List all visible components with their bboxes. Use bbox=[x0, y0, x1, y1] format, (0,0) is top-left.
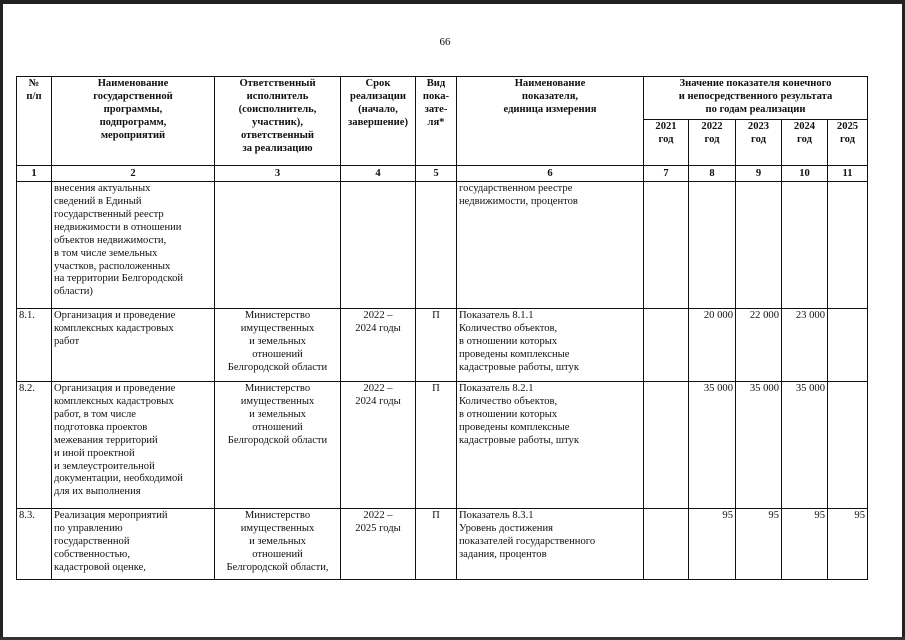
row-value bbox=[782, 182, 828, 309]
row-value bbox=[689, 182, 736, 309]
row-name: внесения актуальных сведений в Единый государственный реестр недвижимости в отношении объектов недвижимости, в том числе земельных участков, расположенных на территории Белгородской области) bbox=[52, 182, 215, 309]
table-row bbox=[17, 382, 868, 509]
row-name: Организация и проведение комплексных кадастровых работ bbox=[52, 309, 215, 382]
header-term: Срок реализации (начало, завершение) bbox=[341, 77, 416, 166]
row-responsible bbox=[215, 182, 341, 309]
row-value: 95 bbox=[736, 509, 782, 580]
row-type: П bbox=[416, 382, 457, 509]
column-number: 5 bbox=[416, 166, 457, 182]
header-year-2022: 2022 год bbox=[689, 120, 736, 166]
row-number bbox=[17, 182, 52, 309]
header-year-2021: 2021 год bbox=[644, 120, 689, 166]
header-row bbox=[17, 77, 868, 120]
column-number: 4 bbox=[341, 166, 416, 182]
row-indicator: Показатель 8.2.1 Количество объектов, в отношении которых проведены комплексные кадастровые работы, штук bbox=[457, 382, 644, 509]
column-number: 1 bbox=[17, 166, 52, 182]
column-numbers-row bbox=[17, 166, 868, 182]
row-number: 8.2. bbox=[17, 382, 52, 509]
row-responsible: Министерство имущественных и земельных отношений Белгородской области bbox=[215, 382, 341, 509]
column-number: 2 bbox=[52, 166, 215, 182]
row-term bbox=[341, 182, 416, 309]
column-number: 6 bbox=[457, 166, 644, 182]
header-no: № п/п bbox=[17, 77, 52, 166]
indicators-table bbox=[16, 76, 868, 580]
scan-border-left bbox=[0, 0, 3, 640]
header-year-2023: 2023 год bbox=[736, 120, 782, 166]
row-indicator: Показатель 8.3.1 Уровень достижения показателей государственного задания, процентов bbox=[457, 509, 644, 580]
row-value: 95 bbox=[689, 509, 736, 580]
table-body bbox=[17, 182, 868, 580]
header-values-group: Значение показателя конечного и непосредственного результата по годам реализации bbox=[644, 77, 868, 120]
row-type bbox=[416, 182, 457, 309]
row-indicator: Показатель 8.1.1 Количество объектов, в отношении которых проведены комплексные кадастровые работы, штук bbox=[457, 309, 644, 382]
row-value bbox=[828, 382, 868, 509]
row-number: 8.1. bbox=[17, 309, 52, 382]
table-row bbox=[17, 309, 868, 382]
row-value bbox=[736, 182, 782, 309]
column-number: 8 bbox=[689, 166, 736, 182]
header-indicator: Наименование показателя, единица измерения bbox=[457, 77, 644, 166]
row-value: 35 000 bbox=[782, 382, 828, 509]
row-responsible: Министерство имущественных и земельных отношений Белгородской области bbox=[215, 309, 341, 382]
column-number: 10 bbox=[782, 166, 828, 182]
header-year-2024: 2024 год bbox=[782, 120, 828, 166]
row-value: 95 bbox=[828, 509, 868, 580]
row-value: 22 000 bbox=[736, 309, 782, 382]
table-row bbox=[17, 509, 868, 580]
header-year-2025: 2025 год bbox=[828, 120, 868, 166]
header-responsible: Ответственный исполнитель (соисполнитель, участник), ответственный за реализацию bbox=[215, 77, 341, 166]
row-value: 20 000 bbox=[689, 309, 736, 382]
column-number: 11 bbox=[828, 166, 868, 182]
row-name: Организация и проведение комплексных кадастровых работ, в том числе подготовка проектов межевания территорий и иной проектной и землеустроительной документации, необходимой для их выполнения bbox=[52, 382, 215, 509]
column-number: 7 bbox=[644, 166, 689, 182]
row-value bbox=[644, 309, 689, 382]
row-value: 95 bbox=[782, 509, 828, 580]
header-name: Наименование государственной программы, подпрограмм, мероприятий bbox=[52, 77, 215, 166]
column-number: 3 bbox=[215, 166, 341, 182]
row-indicator: государственном реестре недвижимости, процентов bbox=[457, 182, 644, 309]
header-type: Вид пока- зате- ля* bbox=[416, 77, 457, 166]
row-value bbox=[644, 382, 689, 509]
row-type: П bbox=[416, 309, 457, 382]
row-value: 35 000 bbox=[689, 382, 736, 509]
row-value: 35 000 bbox=[736, 382, 782, 509]
row-value bbox=[644, 182, 689, 309]
row-value bbox=[644, 509, 689, 580]
row-value: 23 000 bbox=[782, 309, 828, 382]
row-number: 8.3. bbox=[17, 509, 52, 580]
row-term: 2022 – 2024 годы bbox=[341, 309, 416, 382]
row-name: Реализация мероприятий по управлению государственной собственностью, кадастровой оценке, bbox=[52, 509, 215, 580]
row-value bbox=[828, 309, 868, 382]
scan-border-top bbox=[0, 0, 905, 4]
row-responsible: Министерство имущественных и земельных отношений Белгородской области, bbox=[215, 509, 341, 580]
row-value bbox=[828, 182, 868, 309]
table-row bbox=[17, 182, 868, 309]
column-number: 9 bbox=[736, 166, 782, 182]
row-term: 2022 – 2024 годы bbox=[341, 382, 416, 509]
page-number: 66 bbox=[439, 36, 451, 48]
row-term: 2022 – 2025 годы bbox=[341, 509, 416, 580]
row-type: П bbox=[416, 509, 457, 580]
